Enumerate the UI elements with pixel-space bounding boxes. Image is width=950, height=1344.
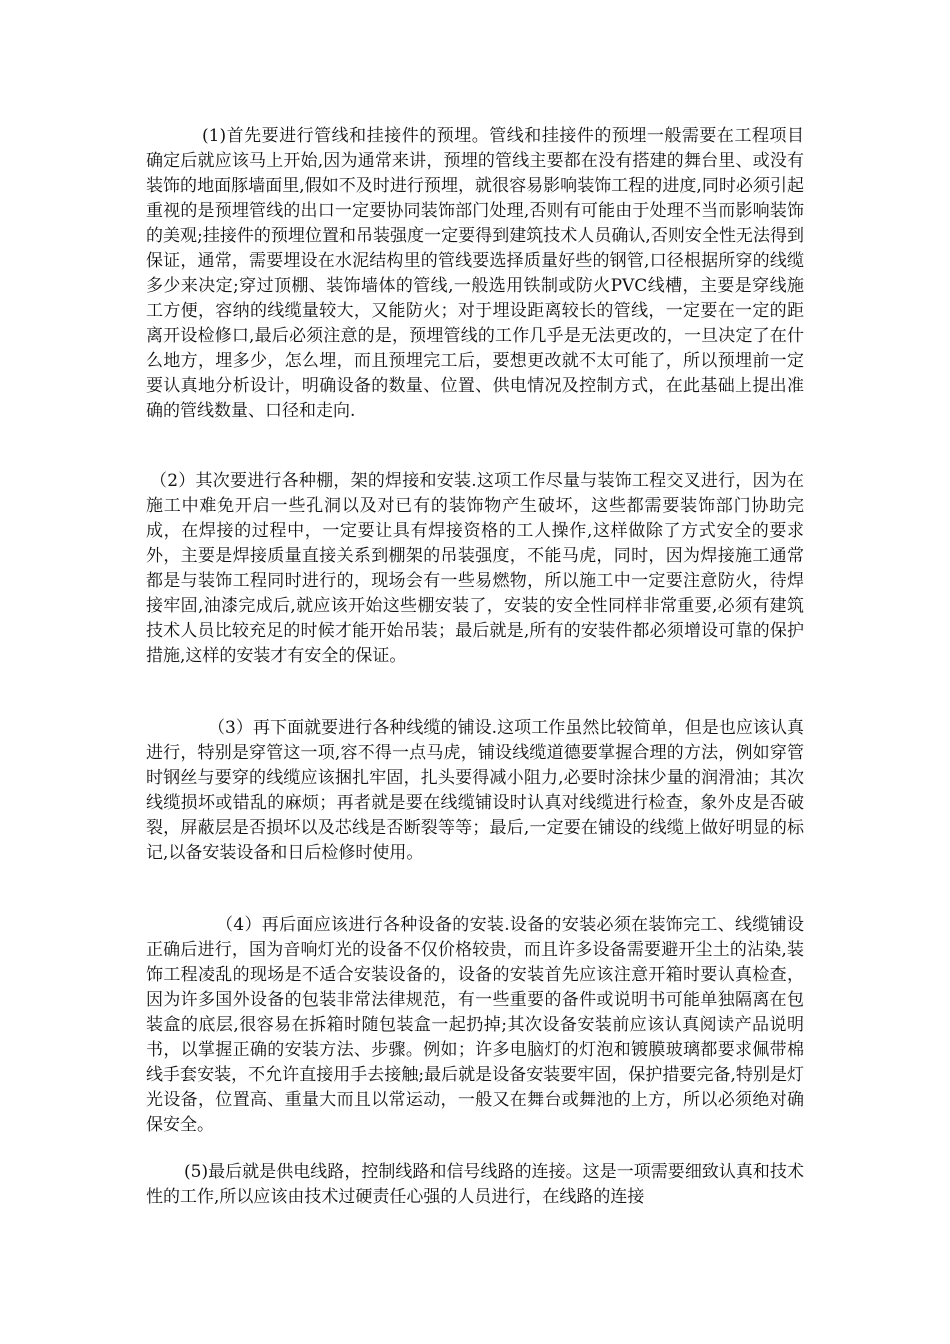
paragraph-4: （4）再后面应该进行各种设备的安装.设备的安装必须在装饰完工、线缆铺设正确后进行，国为音响灯光的设备不仅价格较贵，而且许多设备需要避开尘土的沾染,装饰工程凌乱的现场是不适合安装设备的，设备的安装首先应该注意开箱时要认真检查，因为许多国外设备的包装非常法律规范，有一些重要的备件或说明书可能单独隔离在包装盒的底层,很容易在拆箱时随包装盒一起扔掉;其次设备安装前应该认真阅读产品说明书，以掌握正确的安装方法、步骤。例如；许多电脑灯的灯泡和镀膜玻璃都要求佩带棉线手套安装，不允许直接用手去接触;最后就是设备安装要牢固，保护措要完备,特别是灯光设备，位置高、重量大而且以常运动，一般又在舞台或舞池的上方，所以必须绝对确保安全。	[146, 915, 804, 1135]
paragraph-3: （3）再下面就要进行各种线缆的铺设.这项工作虽然比较简单，但是也应该认真进行，特别是穿管这一项,容不得一点马虎，铺设线缆道德要掌握合理的方法，例如穿管时钢丝与要穿的线缆应该捆扎牢固，扎头要得减小阻力,必要时涂抹少量的润滑油；其次线缆损坏或错乱的麻烦；再者就是要在线缆铺设时认真对线缆进行检查，象外皮是否破裂，屏蔽层是否损坏以及芯线是否断裂等等；最后,一定要在铺设的线缆上做好明显的标记,以备安装设备和日后检修时使用。	[146, 718, 804, 863]
paragraph-5: (5)最后就是供电线路，控制线路和信号线路的连接。这是一项需要细致认真和技术性的工作,所以应该由技术过硬责任心强的人员进行，在线路的连接	[146, 1162, 804, 1207]
paragraph-2: （2）其次要进行各种棚，架的焊接和安装.这项工作尽量与装饰工程交叉进行，因为在施工中难免开启一些孔洞以及对已有的装饰物产生破坏，这些都需要装饰部门协助完成，在焊接的过程中，一定要让具有焊接资格的工人操作,这样做除了方式安全的要求外，主要是焊接质量直接关系到棚架的吊装强度，不能马虎，同时，因为焊接施工通常都是与装饰工程同时进行的，现场会有一些易燃物，所以施工中一定要注意防火，待焊接牢固,油漆完成后,就应该开始这些棚安装了，安装的安全性同样非常重要,必须有建筑技术人员比较充足的时候才能开始吊装；最后就是,所有的安装件都必须增设可靠的保护措施,这样的安装才有安全的保证。	[146, 471, 804, 666]
paragraph-1: (1)首先要进行管线和挂接件的预埋。管线和挂接件的预埋一般需要在工程项目确定后就应该马上开始,因为通常来讲，预埋的管线主要都在没有搭建的舞台里、或没有装饰的地面豚墙面里,假如不及时进行预埋，就很容易影响装饰工程的进度,同时必须引起重视的是预埋管线的出口一定要协同装饰部门处理,否则有可能由于处理不当而影响装饰的美观;挂接件的预埋位置和吊装强度一定要得到建筑技术人员确认,否则安全性无法得到保证，通常，需要埋设在水泥结构里的管线要选择质量好些的钢管,口径根据所穿的线缆多少来决定;穿过顶棚、装饰墙体的管线,一般选用铁制或防火PVC线槽，主要是穿线施工方便，容纳的线缆量较大，又能防火；对于埋设距离较长的管线，一定要在一定的距离开设检修口,最后必须注意的是，预埋管线的工作几乎是无法更改的，一旦决定了在什么地方，埋多少，怎么埋，而且预埋完工后，要想更改就不太可能了，所以预埋前一定要认真地分析设计，明确设备的数量、位置、供电情况及控制方式，在此基础上提出准确的管线数量、口径和走向.	[146, 126, 804, 421]
